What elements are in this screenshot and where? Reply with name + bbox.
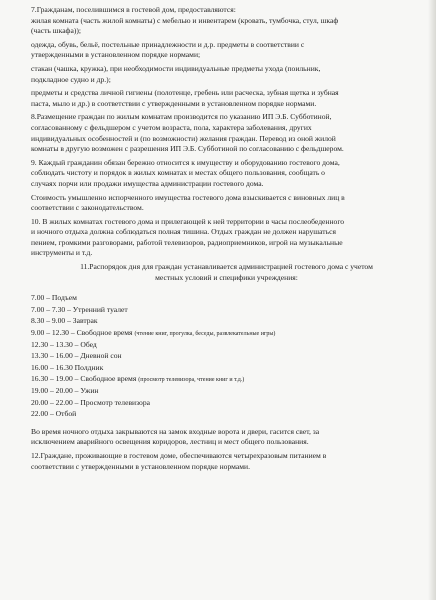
- schedule-item: 12.30 – 13.30 – Обед: [31, 339, 97, 349]
- page-edge-shadow: [428, 0, 436, 600]
- schedule-item: 8.30 – 9.00 – Завтрак: [31, 316, 98, 326]
- daily-schedule: [31, 293, 422, 421]
- text-line: 8.Размещение граждан по жилым комнатам производится по указанию ИП Э.Б. Субботиной,: [31, 112, 332, 122]
- text-line: 9. Каждый гражданин обязан бережно относится к имуществу и оборудованию гостевого дома,: [31, 157, 340, 167]
- schedule-item: 9.00 – 12.30 – Свободное время (чтение книг, прогулка, беседы, развлекательные игры): [31, 328, 276, 338]
- text-line: 12.Граждане, проживающие в гостевом доме, обеспечиваются четырехразовым питанием в: [31, 450, 327, 460]
- text-line: Стоимость умышленно испорченного имущества гостевого дома взыскивается с виновных лиц в: [31, 192, 345, 202]
- text-line: предметы и средства личной гигиены (полотенце, гребень или расческа, зубная щетка и зубная: [31, 88, 339, 98]
- text-line: соблюдать чистоту и порядок в жилых комнатах и местах общего пользования, сообщать о: [31, 168, 325, 178]
- schedule-item: 19.00 – 20.00 – Ужин: [31, 386, 99, 395]
- schedule-item: 13.30 – 16.00 – Дневной сон: [31, 351, 122, 361]
- text-line: исключением аварийного освещения коридоров, лестниц и мест общего пользования.: [31, 437, 309, 447]
- text-line: паста, мыло и др.) в соответствии с утвержденными в установленном порядке нормами.: [31, 98, 317, 108]
- text-line: и ночного отдыха должна соблюдаться полная тишина. Отдых граждан не должен нарушаться: [31, 227, 336, 237]
- schedule-item: 7.00 – Подъем: [31, 293, 77, 303]
- schedule-item: 16.30 – 19.00 – Свободное время (просмотр телевизора, чтение книг и т.д.): [31, 374, 245, 384]
- text-line: согласованному с фельдшером с учетом возраста, пола, характера заболевания, других: [31, 122, 312, 132]
- text-line: Во время ночного отдыха закрываются на замок входные ворота и двери, гасится свет, за: [31, 426, 320, 436]
- rules-text-top: [31, 5, 422, 259]
- text-line: местных условий и специфики учреждения:: [155, 272, 298, 282]
- text-line: инструменты и т.д.: [31, 248, 93, 258]
- text-line: соответствии с утвержденными в установленном порядке нормами.: [31, 461, 251, 471]
- section-11-heading: [31, 262, 422, 283]
- schedule-item: 20.00 – 22.00 – Просмотр телевизора: [31, 397, 151, 407]
- text-line: утвержденными в установленном порядке нормами;: [31, 50, 201, 60]
- schedule-item: 22.00 – Отбой: [31, 409, 77, 419]
- text-line: (часть шкафа));: [31, 26, 82, 36]
- text-line: 11.Распорядок дня для граждан устанавливается администрацией гостевого дома с учетом: [80, 262, 373, 272]
- text-line: стакан (чашка, кружка), при необходимости индивидуальные предметы ухода (поильник,: [31, 63, 321, 73]
- text-line: индивидуальных особенностей и (по возможности) желания граждан. Перевод из оной жилой: [31, 133, 336, 143]
- text-line: одежда, обувь, бельё, постельные принадлежности и д.р. предметы в соответствии с: [31, 39, 305, 49]
- text-line: 7.Гражданам, поселившимся в гостевой дом, предоставляются:: [31, 5, 236, 14]
- text-line: случаях порчи или продажи имущества администрации гостевого дома.: [31, 178, 264, 188]
- text-line: 10. В жилых комнатах гостевого дома и прилегающей к ней территории в часы послеобеденного: [31, 216, 345, 226]
- text-line: соответствии с законодательством.: [31, 203, 144, 213]
- text-line: пением, громкими разговорами, работой телевизоров, радиоприемников, игрой на музыкальные: [31, 237, 343, 247]
- schedule-item: 16.00 – 16.30 Полдник: [31, 362, 104, 372]
- text-line: подкладное судно и др.);: [31, 74, 111, 84]
- text-line: жилая комната (часть жилой комнаты) с мебелью и инвентарем (кровать, тумбочка, стул, шкаф: [31, 15, 339, 25]
- schedule-item: 7.00 – 7.30 – Утренний туалет: [31, 304, 128, 314]
- rules-text-bottom: [31, 427, 422, 472]
- text-line: комнаты в другую возможен с разрешения ИП Э.Б. Субботиной по согласованию с фельдшером.: [31, 144, 344, 154]
